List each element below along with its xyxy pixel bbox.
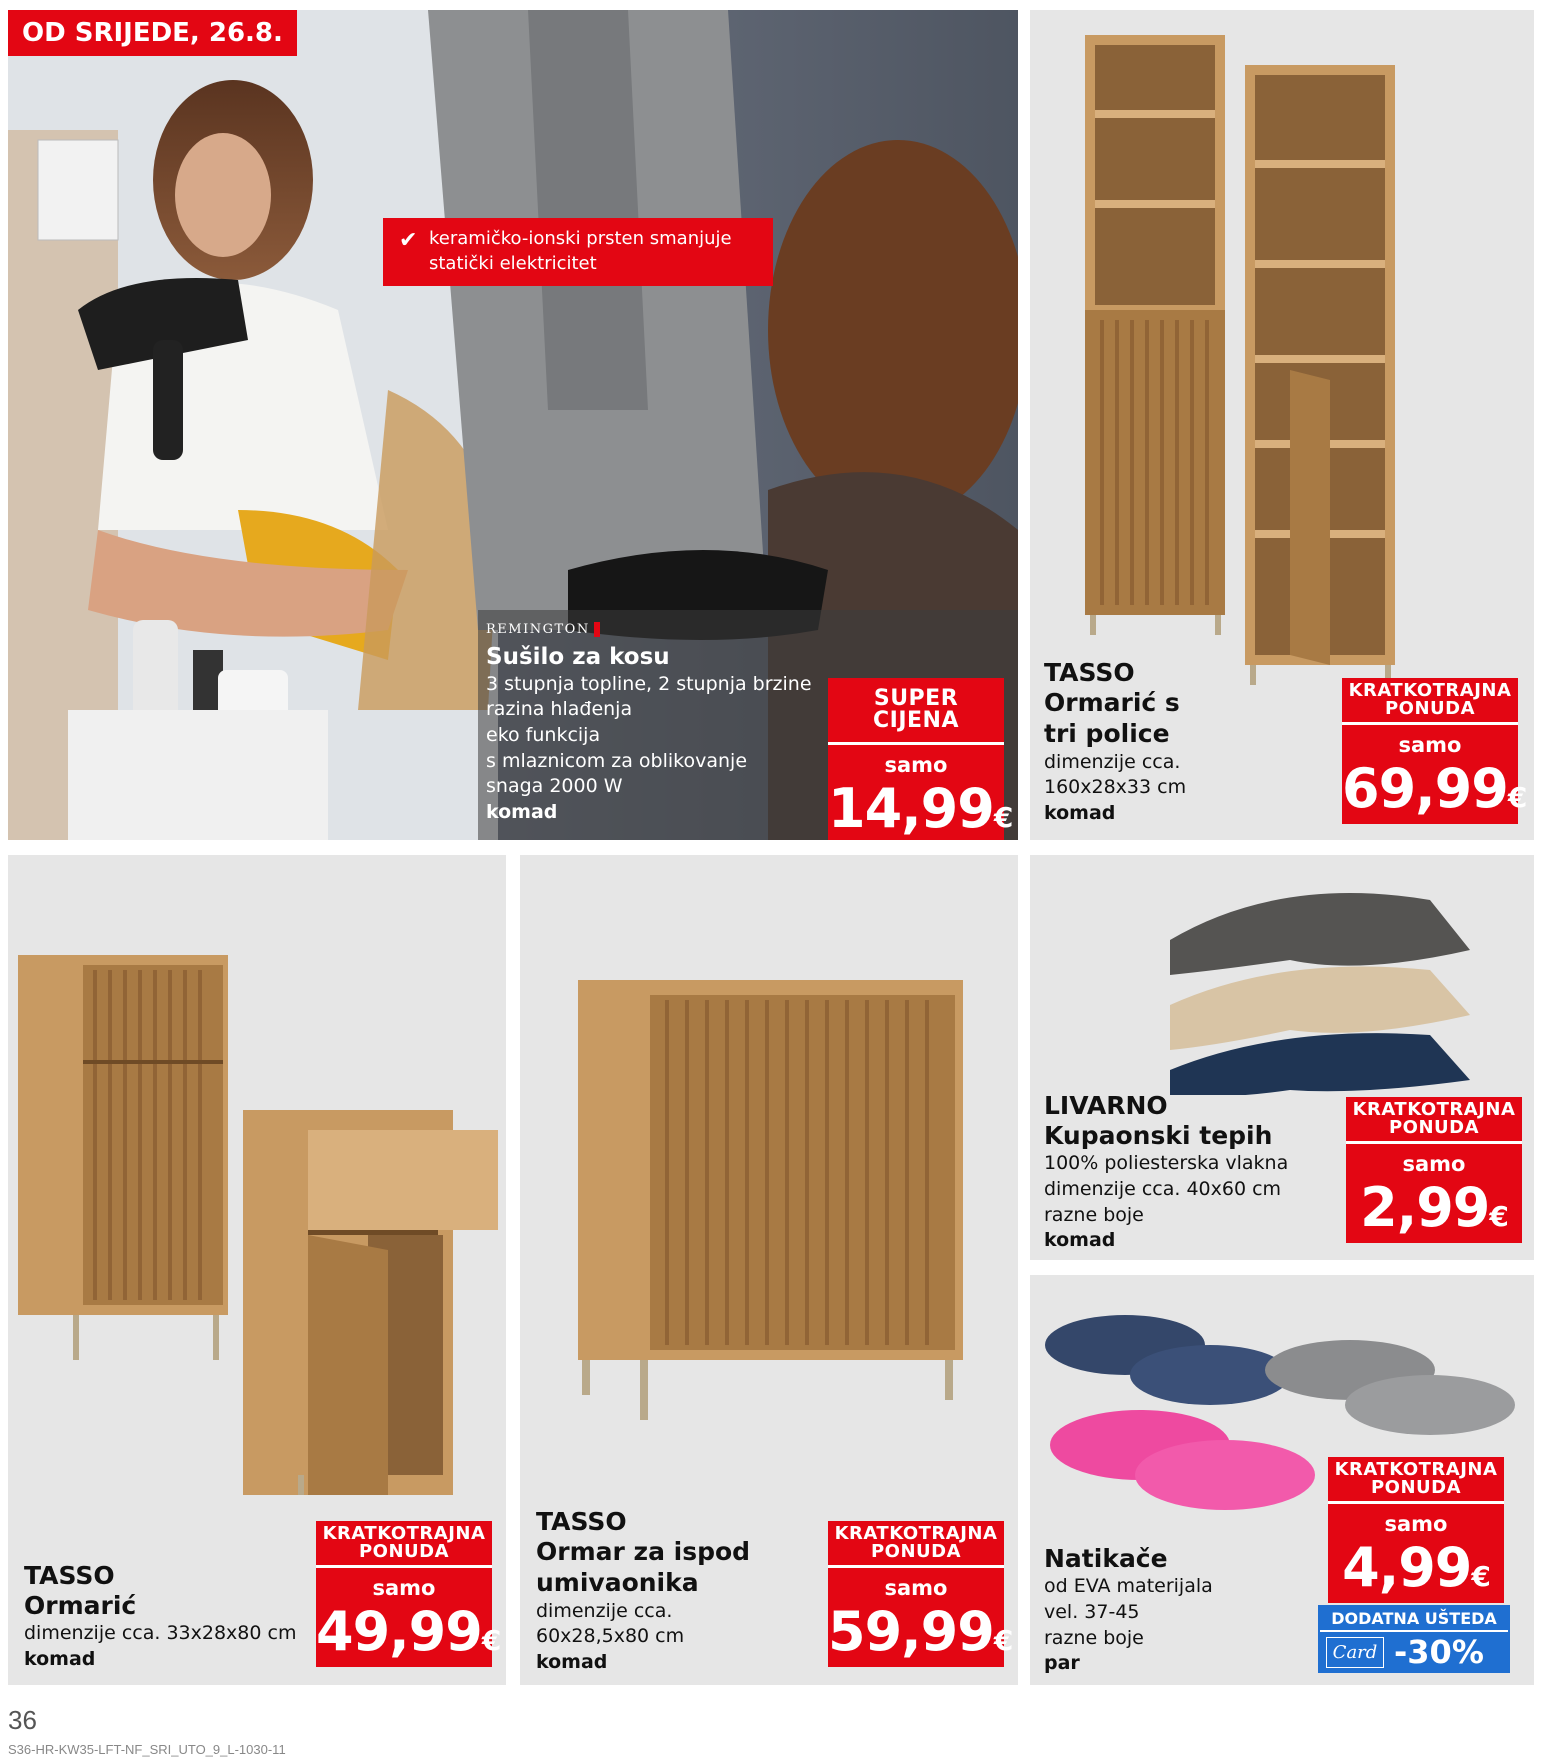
samo-label: samo: [372, 1576, 436, 1600]
bath-mat-panel: [1030, 855, 1534, 1260]
spec-line: dimenzije cca.: [1044, 750, 1181, 773]
super-price-label: SUPER CIJENA: [828, 678, 1004, 745]
check-icon: ✔: [399, 228, 418, 253]
card-discount-badge: [1318, 1605, 1510, 1673]
product-name: umivaonika: [536, 1568, 699, 1598]
hairdryer-description: [486, 618, 831, 826]
samo-label: samo: [1398, 733, 1462, 757]
tall-cabinet-description: [1044, 658, 1186, 826]
samo-label: samo: [1384, 1512, 1448, 1536]
short-offer-label: KRATKOTRAJNA PONUDA: [1342, 678, 1518, 725]
card-logo: Card: [1326, 1637, 1384, 1668]
spec-line: 60x28,5x80 cm: [536, 1625, 685, 1648]
unit-label: komad: [1044, 1229, 1116, 1252]
price-value: 2,99€: [1360, 1176, 1508, 1239]
bath-mat-image: [1030, 855, 1534, 1095]
product-name: Kupaonski tepih: [1044, 1121, 1273, 1150]
spec-line: razina hlađenja: [486, 698, 633, 721]
spec-line: s mlaznicom za oblikovanje: [486, 749, 748, 772]
spec-line: razne boje: [1044, 1203, 1144, 1226]
unit-label: par: [1044, 1652, 1080, 1675]
extra-savings-label: DODATNA UŠTEDA: [1320, 1607, 1508, 1630]
brand-label: TASSO: [24, 1561, 115, 1590]
slippers-price: [1328, 1457, 1504, 1603]
slippers-description: [1044, 1543, 1213, 1677]
unit-label: komad: [24, 1647, 96, 1670]
short-offer-label: KRATKOTRAJNA PONUDA: [1328, 1457, 1504, 1504]
brand-label: LIVARNO: [1044, 1091, 1168, 1120]
bath-mat-description: [1044, 1091, 1288, 1254]
spec-line: 100% poliesterska vlakna: [1044, 1152, 1289, 1175]
product-name: Ormarić s: [1044, 688, 1180, 717]
spec-line: dimenzije cca. 33x28x80 cm: [24, 1622, 297, 1645]
unit-label: komad: [1044, 801, 1116, 824]
unit-label: komad: [486, 800, 558, 823]
brand-label: TASSO: [536, 1507, 627, 1536]
brand-logo: REMINGTON: [486, 622, 600, 637]
sink-cabinet-description: [536, 1507, 750, 1675]
samo-label: samo: [884, 1576, 948, 1600]
samo-label: samo: [1402, 1152, 1466, 1176]
price-value: 4,99€: [1342, 1536, 1490, 1599]
discount-value: -30%: [1394, 1633, 1484, 1671]
spec-line: vel. 37-45: [1044, 1600, 1140, 1623]
hairdryer-price: [828, 678, 1013, 840]
unit-label: komad: [536, 1650, 608, 1673]
price-value: 69,99€: [1342, 757, 1527, 820]
page-number: 36: [8, 1705, 37, 1735]
price-value: 49,99€: [316, 1600, 501, 1663]
samo-label: samo: [884, 753, 948, 777]
short-offer-label: KRATKOTRAJNA PONUDA: [316, 1521, 492, 1568]
hairdryer-panel: [8, 10, 1018, 840]
small-cabinet-image: [8, 855, 506, 1495]
spec-line: eko funkcija: [486, 724, 601, 747]
product-name: Sušilo za kosu: [486, 644, 670, 670]
small-cabinet-price: [316, 1521, 501, 1667]
spec-line: razne boje: [1044, 1626, 1144, 1649]
price-value: 59,99€: [828, 1600, 1013, 1663]
print-code: S36-HR-KW35-LFT-NF_SRI_UTO_9_L-1030-11: [8, 1742, 286, 1757]
product-name: Ormar za ispod: [536, 1537, 751, 1566]
feature-callout: [383, 218, 773, 286]
spec-line: 3 stupnja topline, 2 stupnja brzine: [486, 672, 812, 695]
spec-line: snaga 2000 W: [486, 775, 623, 798]
spec-line: dimenzije cca.: [536, 1599, 673, 1622]
date-ribbon: OD SRIJEDE, 26.8.: [8, 10, 297, 56]
sink-cabinet-panel: [520, 855, 1018, 1685]
tall-cabinet-panel: [1030, 10, 1534, 840]
feature-text: keramičko-ionski prsten smanjuje statički elektricitet: [429, 228, 732, 275]
slippers-panel: [1030, 1275, 1534, 1685]
small-cabinet-panel: [8, 855, 506, 1685]
product-name: Natikače: [1044, 1544, 1168, 1573]
sink-cabinet-image: [520, 855, 1018, 1495]
tall-cabinet-price: [1342, 678, 1527, 824]
spec-line: 160x28x33 cm: [1044, 776, 1187, 799]
bath-mat-price: [1346, 1097, 1522, 1243]
short-offer-label: KRATKOTRAJNA PONUDA: [828, 1521, 1004, 1568]
product-name: Ormarić: [24, 1591, 137, 1620]
price-value: 14,99€: [828, 777, 1013, 840]
brand-label: TASSO: [1044, 658, 1135, 687]
spec-line: od EVA materijala: [1044, 1575, 1213, 1598]
product-name: tri police: [1044, 719, 1170, 749]
small-cabinet-description: [24, 1561, 296, 1673]
sink-cabinet-price: [828, 1521, 1013, 1667]
spec-line: dimenzije cca. 40x60 cm: [1044, 1177, 1282, 1200]
short-offer-label: KRATKOTRAJNA PONUDA: [1346, 1097, 1522, 1144]
